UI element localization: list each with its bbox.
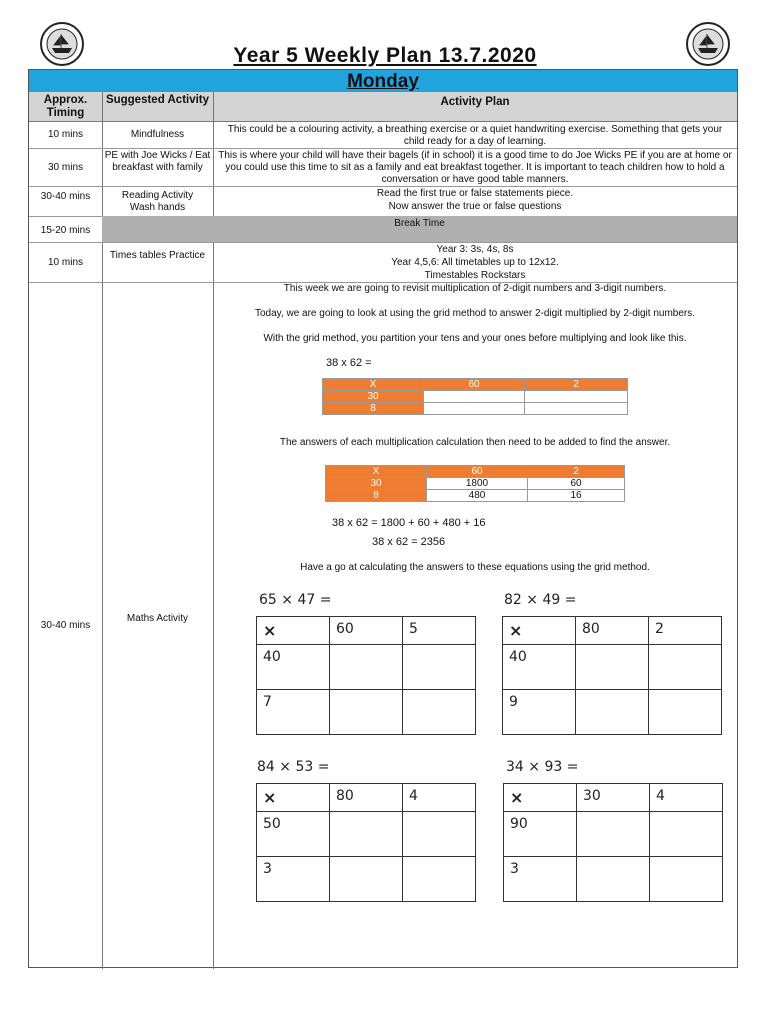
row-timing: 30 mins: [47, 162, 83, 173]
grid-header-col: 60: [330, 617, 403, 645]
grid-cell: 16: [528, 490, 625, 502]
multiply-icon: ×: [257, 617, 330, 645]
grid-cell: 60: [528, 478, 625, 490]
example-grid-empty: [322, 378, 628, 415]
row-plan: This could be a colouring activity, a breathing exercise or a quiet handwriting exercise. Something that gets your child ready for a day of learning.: [227, 124, 723, 147]
grid-header-row: 3: [257, 857, 330, 902]
grid-header-row: 9: [503, 690, 576, 735]
grid-cell: 1800: [427, 478, 528, 490]
answer-cell: [403, 812, 476, 857]
row-plan-line: Read the first true or false statements piece.: [376, 188, 574, 199]
answer-cell: [577, 857, 650, 902]
answer-cell: [576, 645, 649, 690]
break-time-bar: Break Time: [102, 216, 737, 242]
row-timing: 30-40 mins: [40, 191, 91, 202]
example-label: 38 x 62 =: [326, 357, 372, 369]
row-timing: 30-40 mins: [40, 620, 91, 631]
grid-header-col: 80: [576, 617, 649, 645]
sum-line: 38 x 62 = 2356: [372, 536, 446, 548]
row-plan-line: Now answer the true or false questions: [388, 201, 562, 212]
grid-header-col: 2: [528, 466, 625, 478]
answer-cell: [649, 690, 722, 735]
question-grid: [503, 783, 723, 902]
question-grid: [502, 616, 722, 735]
grid-cell: [424, 391, 525, 403]
row-plan-line: Year 4,5,6: All timetables up to 12x12.: [391, 257, 559, 268]
row-activity: PE with Joe Wicks / Eat breakfast with family: [104, 150, 211, 173]
question-grid: [256, 616, 476, 735]
answer-cell: [650, 812, 723, 857]
multiply-icon: ×: [503, 617, 576, 645]
grid-header-row: 3: [504, 857, 577, 902]
grid-header-row: 40: [257, 645, 330, 690]
grid-header-row: 8: [326, 490, 427, 502]
question-label: 34 × 93 =: [506, 759, 579, 775]
grid-header-col: 60: [427, 466, 528, 478]
answer-cell: [330, 812, 403, 857]
plan-table: [28, 69, 738, 968]
row-plan-line: Timestables Rockstars: [424, 270, 526, 281]
grid-header-x: X: [326, 466, 427, 478]
answer-cell: [330, 645, 403, 690]
column-header-plan: Activity Plan: [213, 92, 737, 122]
grid-header-row: 40: [503, 645, 576, 690]
row-plan: This is where your child will have their bagels (if in school) it is a good time to do Joe Wicks PE if you are at home or you could use this time to sit as a family and eat breakfast together. It is important to teach children how to hold a conversation or have good table manners.: [218, 150, 732, 185]
answer-cell: [403, 690, 476, 735]
task-instruction: Have a go at calculating the answers to these equations using the grid method.: [300, 562, 650, 573]
row-timing: 10 mins: [47, 129, 83, 140]
answer-cell: [649, 645, 722, 690]
column-header-activity: Suggested Activity: [102, 92, 213, 122]
grid-header-col: 2: [525, 379, 628, 391]
answer-cell: [577, 812, 650, 857]
maths-intro: Today, we are going to look at using the grid method to answer 2-digit multiplied by 2-digit numbers.: [254, 308, 696, 319]
answer-cell: [403, 857, 476, 902]
answer-cell: [650, 857, 723, 902]
example-grid-filled: [325, 465, 625, 502]
day-heading: Monday: [29, 70, 737, 92]
grid-header-row: 90: [504, 812, 577, 857]
column-header-timing: Approx. Timing: [29, 92, 102, 122]
row-plan-line: Year 3: 3s, 4s, 8s: [436, 244, 514, 255]
multiply-icon: ×: [504, 784, 577, 812]
grid-header-col: 80: [330, 784, 403, 812]
grid-header-col: 2: [649, 617, 722, 645]
row-divider: [29, 242, 737, 243]
grid-header-row: 7: [257, 690, 330, 735]
maths-intro: This week we are going to revisit multiplication of 2-digit numbers and 3-digit numbers.: [283, 283, 667, 294]
question-label: 82 × 49 =: [504, 592, 577, 608]
answer-cell: [403, 645, 476, 690]
page-title: Year 5 Weekly Plan 13.7.2020: [233, 44, 537, 67]
grid-header-x: X: [323, 379, 424, 391]
question-label: 84 × 53 =: [257, 759, 330, 775]
grid-cell: [525, 391, 628, 403]
maths-intro: With the grid method, you partition your tens and your ones before multiplying and look like this.: [263, 333, 687, 344]
grid-header-row: 30: [323, 391, 424, 403]
grid-header-col: 60: [424, 379, 525, 391]
row-activity: Times tables Practice: [109, 250, 206, 261]
grid-cell: 480: [427, 490, 528, 502]
row-activity: Mindfulness: [130, 129, 185, 140]
question-label: 65 × 47 =: [259, 592, 332, 608]
answers-text: The answers of each multiplication calculation then need to be added to find the answer.: [279, 437, 671, 448]
row-timing: 15-20 mins: [40, 225, 91, 236]
grid-header-row: 30: [326, 478, 427, 490]
grid-header-col: 5: [403, 617, 476, 645]
answer-cell: [330, 857, 403, 902]
grid-header-col: 30: [577, 784, 650, 812]
answer-cell: [576, 690, 649, 735]
row-activity: Maths Activity: [126, 613, 189, 624]
grid-cell: [424, 403, 525, 415]
row-divider: [29, 186, 737, 187]
answer-cell: [330, 690, 403, 735]
row-activity: Reading Activity Wash hands: [121, 190, 194, 213]
row-timing: 10 mins: [47, 257, 83, 268]
grid-header-col: 4: [403, 784, 476, 812]
row-divider: [29, 148, 737, 149]
multiply-icon: ×: [257, 784, 330, 812]
grid-header-row: 8: [323, 403, 424, 415]
question-grid: [256, 783, 476, 902]
grid-cell: [525, 403, 628, 415]
grid-header-col: 4: [650, 784, 723, 812]
sum-line: 38 x 62 = 1800 + 60 + 480 + 16: [332, 517, 486, 529]
grid-header-row: 50: [257, 812, 330, 857]
